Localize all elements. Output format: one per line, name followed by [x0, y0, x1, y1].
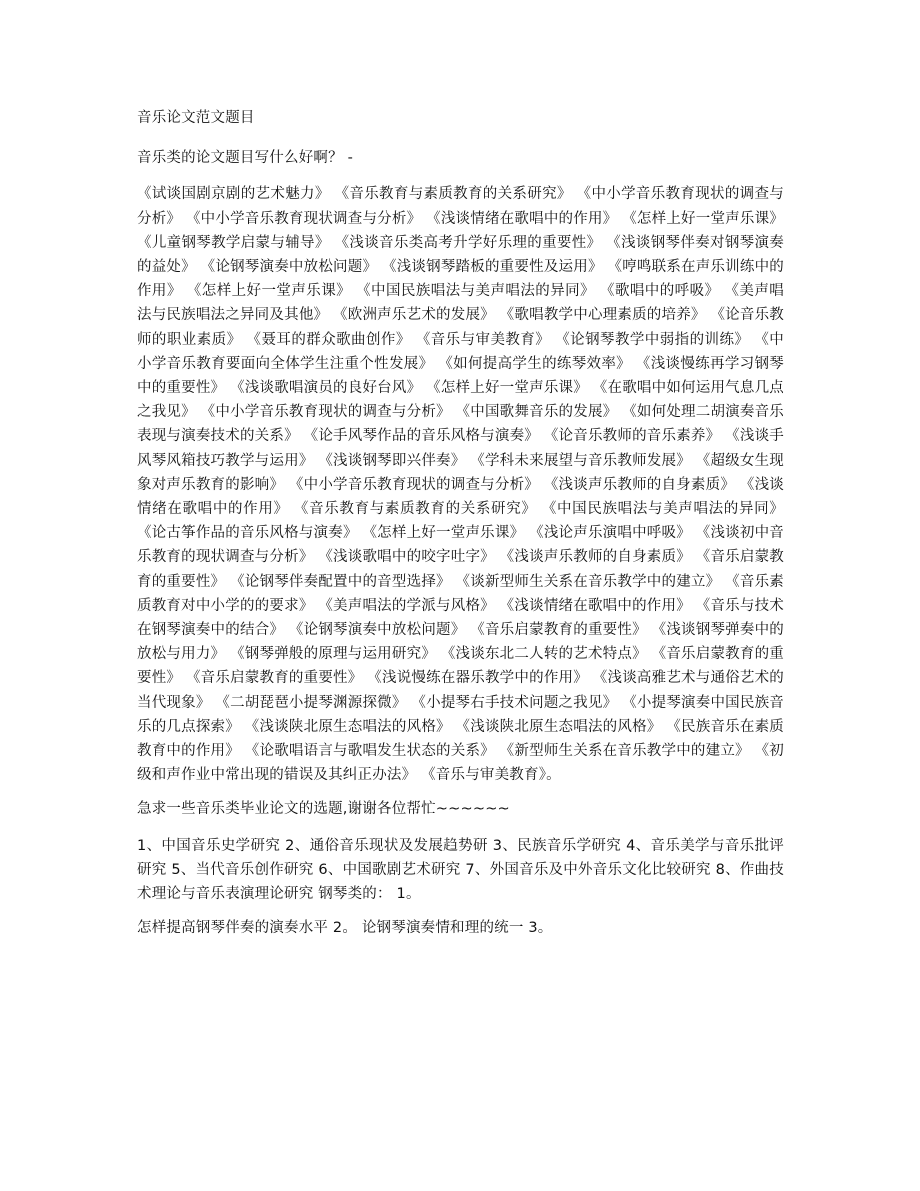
answer-paragraph-3: 怎样提高钢琴伴奏的演奏水平 2。 论钢琴演奏情和理的统一 3。 [137, 920, 553, 937]
question-heading-1: 音乐类的论文题目写什么好啊？ - [137, 150, 354, 167]
document-body [137, 106, 784, 951]
answer-paragraph-1: 《试谈国剧京剧的艺术魅力》 《音乐教育与素质教育的关系研究》 《中小学音乐教育现状的调查与分析》 《中小学音乐教育现状调查与分析》 《浅谈情绪在歌唱中的作用》 《怎样上好一堂声乐课》 《儿童钢琴教学启蒙与辅导》 《浅谈音乐类高考升学好乐理的重要性》 《浅谈钢琴伴奏对钢琴演奏的益处》 《论钢琴演奏中放松问题》 《浅谈钢琴踏板的重要性及运用》 《哼鸣联系在声乐训练中的作用》 《怎样上好一堂声乐课》 《中国民族唱法与美声唱法的异同》 《歌唱中的呼吸》 《美声唱法与民族唱法之异同及其他》 《欧洲声乐艺术的发展》 《歌唱教学中心理素质的培养》 《论音乐教师的职业素质》 《聂耳的群众歌曲创作》 《音乐与审美教育》 《论钢琴教学中弱指的训练》 《中小学音乐教育要面向全体学生注重个性发展》 《如何提高学生的练琴效率》 《浅谈慢练再学习钢琴中的重要性》 《浅谈歌唱演员的良好台风》 《怎样上好一堂声乐课》 《在歌唱中如何运用气息几点之我见》 《中小学音乐教育现状的调查与分析》 《中国歌舞音乐的发展》 《如何处理二胡演奏音乐表现与演奏技术的关系》 《论手风琴作品的音乐风格与演奏》 《论音乐教师的音乐素养》 《浅谈手风琴风箱技巧教学与运用》 《浅谈钢琴即兴伴奏》 《学科未来展望与音乐教师发展》 《超级女生现象对声乐教育的影响》 《中小学音乐教育现状的调查与分析》 《浅谈声乐教师的自身素质》 《浅谈情绪在歌唱中的作用》 《音乐教育与素质教育的关系研究》 《中国民族唱法与美声唱法的异同》 《论古筝作品的音乐风格与演奏》 《怎样上好一堂声乐课》 《浅论声乐演唱中呼吸》 《浅谈初中音乐教育的现状调查与分析》 《浅谈歌唱中的咬字吐字》 《浅谈声乐教师的自身素质》 《音乐启蒙教育的重要性》 《论钢琴伴奏配置中的音型选择》 《谈新型师生关系在音乐教学中的建立》 《音乐素质教育对中小学的的要求》 《美声唱法的学派与风格》 《浅谈情绪在歌唱中的作用》 《音乐与技术在钢琴演奏中的结合》 《论钢琴演奏中放松问题》 《音乐启蒙教育的重要性》 《浅谈钢琴弹奏中的放松与用力》 《钢琴弹般的原理与运用研究》 《浅谈东北二人转的艺术特点》 《音乐启蒙教育的重要性》 《音乐启蒙教育的重要性》 《浅说慢练在器乐教学中的作用》 《浅谈高雅艺术与通俗艺术的当代现象》 《二胡琵琶小提琴渊源探微》 《小提琴右手技术问题之我见》 《小提琴演奏中国民族音乐的几点探索》 《浅谈陕北原生态唱法的风格》 《浅谈陕北原生态唱法的风格》 《民族音乐在素质教育中的作用》 《论歌唱语言与歌唱发生状态的关系》 《新型师生关系在音乐教学中的建立》 《初级和声作业中常出现的错误及其纠正办法》 《音乐与审美教育》。 [137, 186, 784, 784]
question-heading-2: 急求一些音乐类毕业论文的选题,谢谢各位帮忙~~~~~~ [137, 801, 510, 818]
answer-paragraph-2: 1、中国音乐史学研究 2、通俗音乐现状及发展趋势研 3、民族音乐学研究 4、音乐美学与音乐批评研究 5、当代音乐创作研究 6、中国歌剧艺术研究 7、外国音乐及中外音乐文化比较研究 8、作曲技术理论与音乐表演理论研究 钢琴类的： 1。 [137, 837, 784, 903]
document-title: 音乐论文范文题目 [137, 110, 255, 126]
